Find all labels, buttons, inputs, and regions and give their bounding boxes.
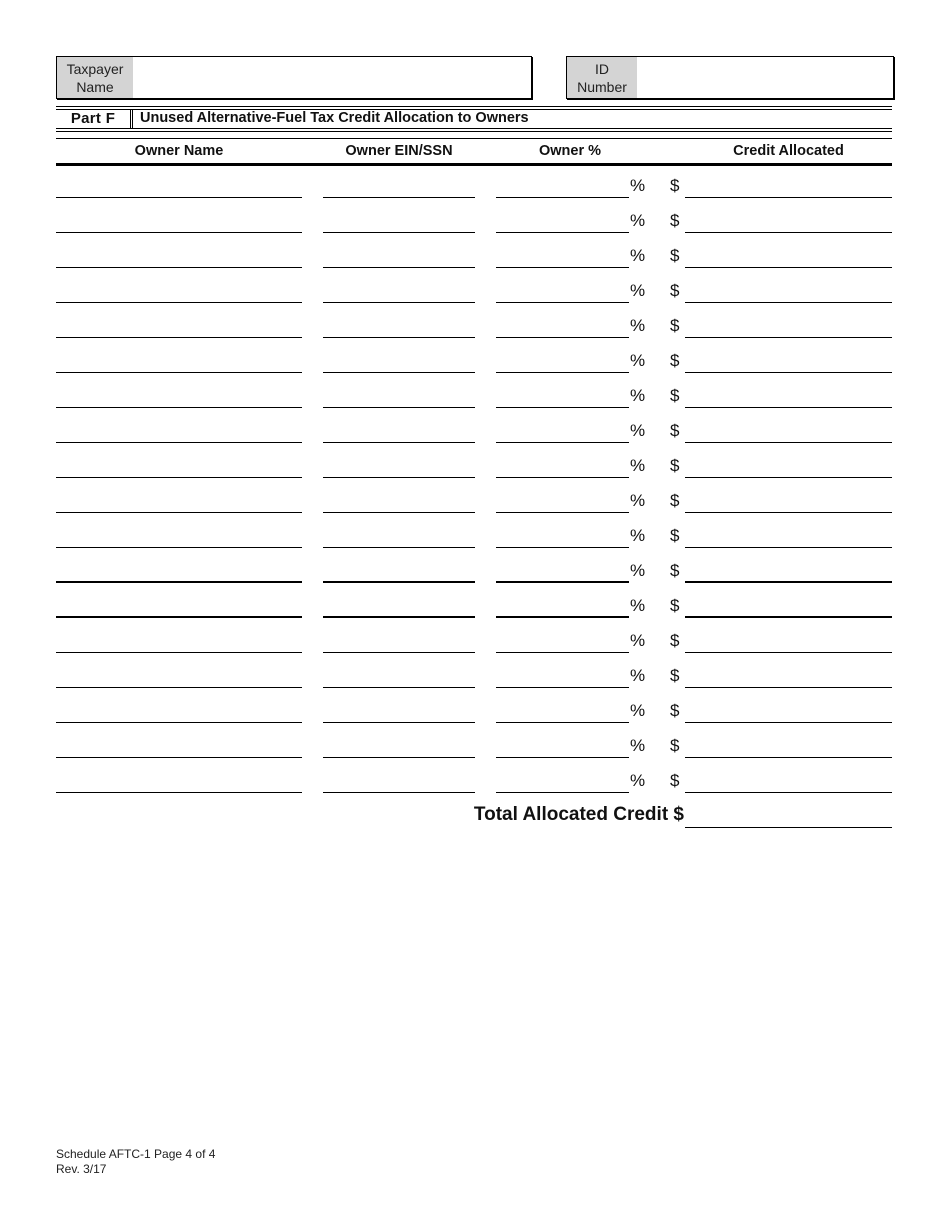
- percent-sign: %: [630, 211, 646, 230]
- owner-ein-input[interactable]: [323, 246, 475, 268]
- dollar-sign: $: [670, 631, 680, 650]
- owner-percent-input[interactable]: [496, 246, 629, 268]
- page-footer: [56, 1147, 215, 1177]
- owner-ein-input[interactable]: [323, 561, 475, 583]
- owner-name-input[interactable]: [56, 736, 302, 758]
- id-label-line2: Number: [577, 78, 627, 95]
- owner-ein-input[interactable]: [323, 596, 475, 618]
- owner-row: [56, 233, 892, 268]
- dollar-sign: $: [670, 596, 680, 615]
- credit-allocated-input[interactable]: [685, 421, 892, 443]
- taxpayer-label-line2: Name: [76, 78, 114, 95]
- owner-row: [56, 513, 892, 548]
- column-header-owner-ein: Owner EIN/SSN: [345, 143, 453, 159]
- dollar-sign: $: [670, 176, 680, 195]
- owner-percent-input[interactable]: [496, 421, 629, 443]
- owner-name-input[interactable]: [56, 526, 302, 548]
- credit-allocated-input[interactable]: [685, 246, 892, 268]
- owner-ein-input[interactable]: [323, 526, 475, 548]
- dollar-sign: $: [670, 771, 680, 790]
- owner-name-input[interactable]: [56, 246, 302, 268]
- id-number-label: [567, 57, 637, 98]
- owner-ein-input[interactable]: [323, 736, 475, 758]
- owner-percent-input[interactable]: [496, 456, 629, 478]
- id-label-line1: ID: [594, 60, 609, 77]
- owner-percent-input[interactable]: [496, 736, 629, 758]
- dollar-sign: $: [670, 421, 680, 440]
- column-header-row: [56, 138, 892, 166]
- id-number-box: [566, 56, 894, 99]
- owner-percent-input[interactable]: [496, 211, 629, 233]
- part-f-bar: [56, 106, 892, 132]
- part-label: Part F: [56, 109, 131, 128]
- dollar-sign: $: [670, 666, 680, 685]
- percent-sign: %: [630, 596, 646, 615]
- id-number-input[interactable]: [637, 57, 893, 98]
- owner-row: [56, 443, 892, 478]
- owner-name-input[interactable]: [56, 666, 302, 688]
- owner-row: [56, 303, 892, 338]
- owner-percent-input[interactable]: [496, 176, 629, 198]
- owner-name-input[interactable]: [56, 596, 302, 618]
- credit-allocated-input[interactable]: [685, 281, 892, 303]
- owner-percent-input[interactable]: [496, 596, 629, 618]
- dollar-sign: $: [670, 316, 680, 335]
- credit-allocated-input[interactable]: [685, 211, 892, 233]
- credit-allocated-input[interactable]: [685, 386, 892, 408]
- credit-allocated-input[interactable]: [685, 176, 892, 198]
- owner-name-input[interactable]: [56, 771, 302, 793]
- owner-name-input[interactable]: [56, 456, 302, 478]
- column-header-owner-pct: Owner %: [538, 143, 602, 159]
- percent-sign: %: [630, 526, 646, 545]
- owner-percent-input[interactable]: [496, 666, 629, 688]
- owner-ein-input[interactable]: [323, 631, 475, 653]
- total-allocated-credit-label: Total Allocated Credit $: [473, 804, 684, 825]
- form-revision: Rev. 3/17: [56, 1162, 107, 1176]
- taxpayer-name-label: [57, 57, 133, 98]
- owner-percent-input[interactable]: [496, 561, 629, 583]
- taxpayer-name-box: [56, 56, 532, 99]
- owner-name-input[interactable]: [56, 491, 302, 513]
- owner-row: [56, 723, 892, 758]
- dollar-sign: $: [670, 246, 680, 265]
- dollar-sign: $: [670, 526, 680, 545]
- percent-sign: %: [630, 386, 646, 405]
- owner-row: [56, 758, 892, 793]
- dollar-sign: $: [670, 456, 680, 475]
- owner-rows: [56, 163, 892, 793]
- column-header-credit-allocated: Credit Allocated: [733, 143, 844, 159]
- credit-allocated-input[interactable]: [685, 491, 892, 513]
- percent-sign: %: [630, 281, 646, 300]
- percent-sign: %: [630, 421, 646, 440]
- dollar-sign: $: [670, 561, 680, 580]
- percent-sign: %: [630, 246, 646, 265]
- owner-row: [56, 583, 892, 618]
- owner-ein-input[interactable]: [323, 456, 475, 478]
- owner-name-input[interactable]: [56, 176, 302, 198]
- credit-allocated-input[interactable]: [685, 666, 892, 688]
- owner-name-input[interactable]: [56, 631, 302, 653]
- owner-name-input[interactable]: [56, 281, 302, 303]
- dollar-sign: $: [670, 351, 680, 370]
- credit-allocated-input[interactable]: [685, 736, 892, 758]
- dollar-sign: $: [670, 491, 680, 510]
- owner-ein-input[interactable]: [323, 316, 475, 338]
- credit-allocated-input[interactable]: [685, 456, 892, 478]
- owner-name-input[interactable]: [56, 351, 302, 373]
- owner-name-input[interactable]: [56, 421, 302, 443]
- owner-row: [56, 268, 892, 303]
- percent-sign: %: [630, 456, 646, 475]
- part-divider: [132, 109, 133, 128]
- owner-ein-input[interactable]: [323, 281, 475, 303]
- owner-ein-input[interactable]: [323, 386, 475, 408]
- owner-percent-input[interactable]: [496, 526, 629, 548]
- owner-ein-input[interactable]: [323, 211, 475, 233]
- dollar-sign: $: [670, 701, 680, 720]
- owner-name-input[interactable]: [56, 561, 302, 583]
- owner-row: [56, 653, 892, 688]
- total-row: [56, 793, 892, 828]
- owner-row: [56, 618, 892, 653]
- owner-percent-input[interactable]: [496, 631, 629, 653]
- percent-sign: %: [630, 491, 646, 510]
- percent-sign: %: [630, 666, 646, 685]
- owner-row: [56, 478, 892, 513]
- owner-ein-input[interactable]: [323, 701, 475, 723]
- owner-ein-input[interactable]: [323, 491, 475, 513]
- owner-percent-input[interactable]: [496, 316, 629, 338]
- owner-row: [56, 163, 892, 198]
- credit-allocated-input[interactable]: [685, 561, 892, 583]
- owner-percent-input[interactable]: [496, 771, 629, 793]
- taxpayer-name-input[interactable]: [133, 57, 531, 98]
- taxpayer-label-line1: Taxpayer: [66, 60, 124, 77]
- percent-sign: %: [630, 561, 646, 580]
- percent-sign: %: [630, 351, 646, 370]
- credit-allocated-input[interactable]: [685, 631, 892, 653]
- credit-allocated-input[interactable]: [685, 351, 892, 373]
- percent-sign: %: [630, 701, 646, 720]
- total-allocated-credit-input[interactable]: [685, 806, 892, 828]
- percent-sign: %: [630, 631, 646, 650]
- owner-percent-input[interactable]: [496, 351, 629, 373]
- credit-allocated-input[interactable]: [685, 701, 892, 723]
- owner-percent-input[interactable]: [496, 491, 629, 513]
- form-id: Schedule AFTC-1 Page 4 of 4: [56, 1147, 216, 1161]
- part-title: Unused Alternative-Fuel Tax Credit Allocation to Owners: [140, 110, 529, 126]
- credit-allocated-input[interactable]: [685, 596, 892, 618]
- percent-sign: %: [630, 176, 646, 195]
- owner-row: [56, 198, 892, 233]
- owner-ein-input[interactable]: [323, 771, 475, 793]
- owner-name-input[interactable]: [56, 211, 302, 233]
- owner-row: [56, 548, 892, 583]
- owner-row: [56, 408, 892, 443]
- owner-name-input[interactable]: [56, 701, 302, 723]
- owner-row: [56, 338, 892, 373]
- owner-ein-input[interactable]: [323, 351, 475, 373]
- owner-ein-input[interactable]: [323, 666, 475, 688]
- dollar-sign: $: [670, 281, 680, 300]
- owner-row: [56, 688, 892, 723]
- dollar-sign: $: [670, 736, 680, 755]
- owner-ein-input[interactable]: [323, 421, 475, 443]
- percent-sign: %: [630, 316, 646, 335]
- owner-percent-input[interactable]: [496, 386, 629, 408]
- column-header-owner-name: Owner Name: [134, 143, 224, 159]
- owner-percent-input[interactable]: [496, 701, 629, 723]
- credit-allocated-input[interactable]: [685, 316, 892, 338]
- owner-name-input[interactable]: [56, 316, 302, 338]
- percent-sign: %: [630, 771, 646, 790]
- owner-name-input[interactable]: [56, 386, 302, 408]
- owner-ein-input[interactable]: [323, 176, 475, 198]
- credit-allocated-input[interactable]: [685, 771, 892, 793]
- percent-sign: %: [630, 736, 646, 755]
- dollar-sign: $: [670, 386, 680, 405]
- owner-row: [56, 373, 892, 408]
- dollar-sign: $: [670, 211, 680, 230]
- owner-percent-input[interactable]: [496, 281, 629, 303]
- credit-allocated-input[interactable]: [685, 526, 892, 548]
